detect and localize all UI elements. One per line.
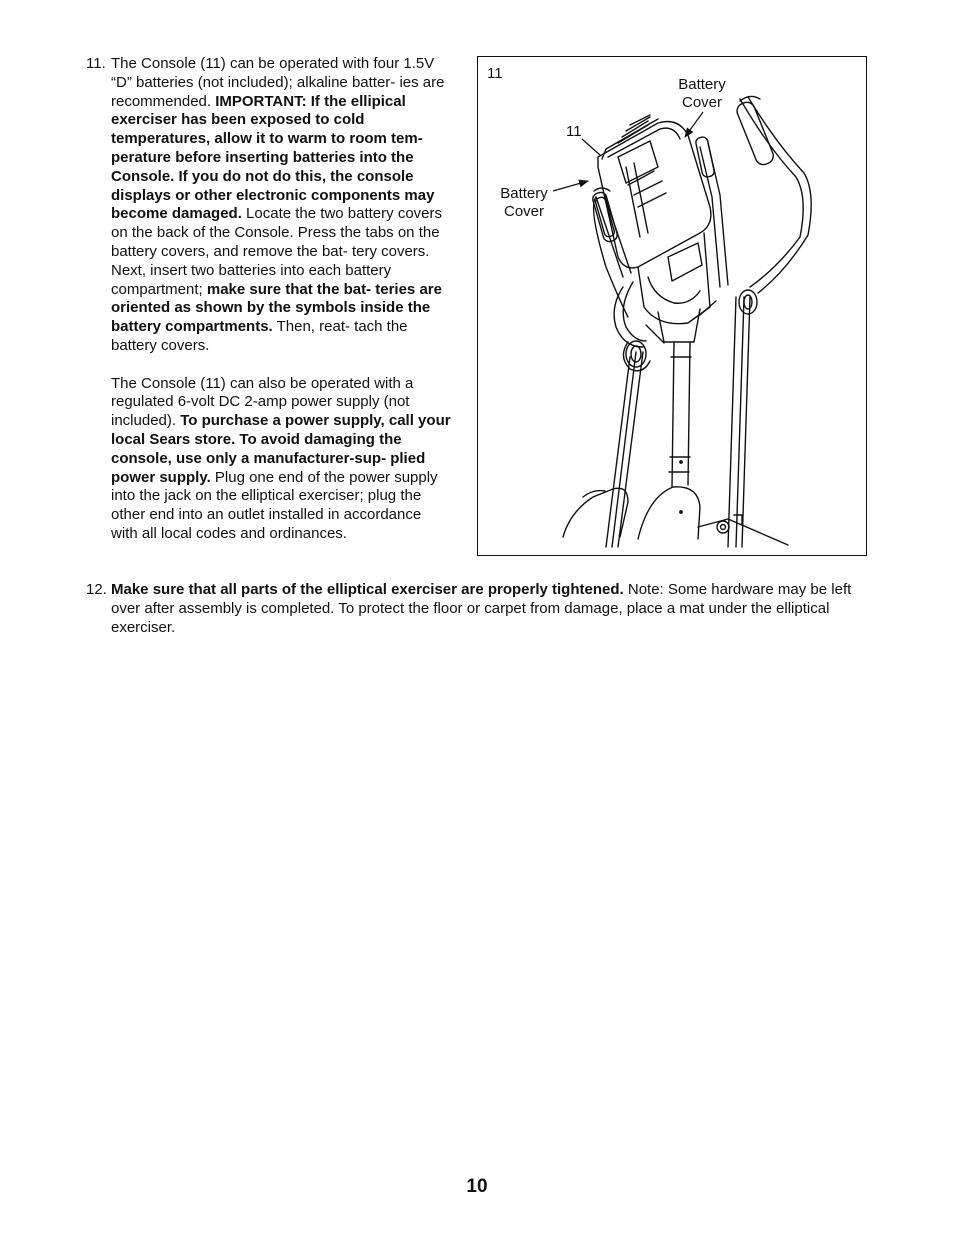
step-11-text [111, 55, 451, 544]
battery-cover-label-left: Battery Cover [500, 185, 548, 220]
figure-step-label: 11 [487, 65, 503, 82]
page-number: 10 [466, 1176, 488, 1197]
step-12-number: 12. [86, 581, 107, 598]
console-part-label: 11 [566, 123, 582, 140]
step-11-paragraph-2: The Console (11) can also be operated with a regulated 6-volt DC 2-amp power supply (not included). To purchase a power supply, call your local Sears store. To avoid damaging the console, use only a manufacturer-sup- plied power supply. Plug one end of the power supply into the jack on the elliptical exerciser; plug the other end into an outlet installed in accordance with all local codes and ordinances. [111, 374, 451, 542]
figure-console-battery-covers [477, 56, 867, 556]
elliptical-exerciser-drawing [478, 57, 867, 556]
step-12-text: Make sure that all parts of the elliptical exerciser are properly tightened. Note: Some hardware may be left over after assembly is completed. To protect the floor or carpet from damage, place a mat under the elliptical exerciser. [111, 581, 852, 636]
step-11-number: 11. [86, 55, 106, 72]
battery-cover-label-right: Battery Cover [678, 76, 726, 111]
step-11-paragraph-1: The Console (11) can be operated with four 1.5V “D” batteries (not included); alkaline batter- ies are recommended. IMPORTANT: If the ellipical exerciser has been exposed to cold temperatures, allow it to warm to room tem- perature before inserting batteries into the Console. If you do not do this, the console displays or other electronic components may become damaged. Locate the two battery covers on the back of the Console. Press the tabs on the battery covers, and remove the bat- tery covers. Next, insert two batteries into each battery compartment; make sure that the bat- teries are oriented as shown by the symbols inside the battery compartments. Then, reat- tach the battery covers. [111, 55, 445, 354]
